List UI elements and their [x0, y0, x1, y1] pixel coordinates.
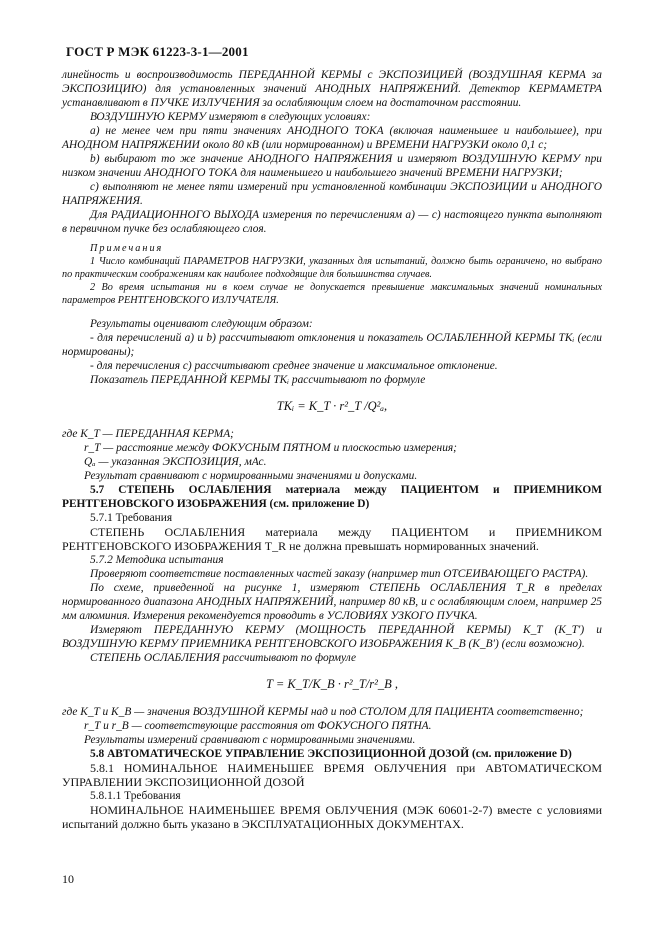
section-5-8-heading: 5.8 АВТОМАТИЧЕСКОЕ УПРАВЛЕНИЕ ЭКСПОЗИЦИОННОЙ ДОЗОЙ (см. приложение D) [90, 748, 572, 760]
list-item-c: с) выполняют не менее пяти измерений при установленной комбинации ЭКСПОЗИЦИИ и АНОДНОГО НАПРЯЖЕНИЯ. [62, 181, 602, 207]
intro-paragraph: линейность и воспроизводимость ПЕРЕДАННОЙ КЕРМЫ с ЭКСПОЗИЦИЕЙ (ВОЗДУШНАЯ КЕРМА за ЭКСПОЗИЦИЮ) для установленных значений АНОДНЫХ НАПРЯЖЕНИЙ. Детектор КЕРМАМЕТРА устанавливают в ПУЧКЕ ИЗЛУЧЕНИЯ за ослабляющим слоем на достаточном расстоянии. [62, 69, 602, 109]
results-formula-intro: Показатель ПЕРЕДАННОЙ КЕРМЫ TKᵢ рассчитывают по формуле [90, 374, 426, 386]
results-item-2: - для перечисления с) рассчитывают среднее значение и максимальное отклонение. [90, 360, 498, 372]
where-kt: где K_T — ПЕРЕДАННАЯ КЕРМА; [62, 428, 234, 440]
section-5-7-2-title: 5.7.2 Методика испытания [90, 554, 224, 566]
section-5-7-2-p2: По схеме, приведенной на рисунке 1, измеряют СТЕПЕНЬ ОСЛАБЛЕНИЯ T_R в пределах нормированного диапазона АНОДНЫХ НАПРЯЖЕНИЙ, например 80 кВ, и с ослабляющим слоем, например 25 мм алюминия. Измерения рекомендуется проводить в УСЛОВИЯХ УЗКОГО ПУЧКА. [62, 582, 602, 622]
where-rt-rb: r_T и r_B — соответствующие расстояния от ФОКУСНОГО ПЯТНА. [84, 720, 432, 732]
section-5-7-heading: 5.7 СТЕПЕНЬ ОСЛАБЛЕНИЯ материала между ПАЦИЕНТОМ и ПРИЕМНИКОМ РЕНТГЕНОВСКОГО ИЗОБРАЖЕНИЯ (см. приложение D) [62, 484, 602, 510]
page-number: 10 [62, 872, 74, 886]
section-5-8-1-title: 5.8.1 НОМИНАЛЬНОЕ НАИМЕНЬШЕЕ ВРЕМЯ ОБЛУЧЕНИЯ при АВТОМАТИЧЕСКОМ УПРАВЛЕНИИ ЭКСПОЗИЦИОННОЙ ДОЗОЙ [62, 761, 602, 789]
note-1: 1 Число комбинаций ПАРАМЕТРОВ НАГРУЗКИ, указанных для испытаний, должно быть ограничено, но выбрано по практическим соображениям как наиболее подходящие для большинства случаев. [62, 256, 602, 280]
list-item-b: b) выбирают то же значение АНОДНОГО НАПРЯЖЕНИЯ и измеряют ВОЗДУШНУЮ КЕРМУ при низком значении АНОДНОГО ТОКА для наименьшего и наибольшего значений ВРЕМЕНИ НАГРУЗКИ; [62, 153, 602, 179]
section-5-7-2-p4: СТЕПЕНЬ ОСЛАБЛЕНИЯ рассчитывают по формуле [90, 652, 357, 664]
formula-tk: TKᵢ = K_T · r²_T /Q²ₐ, [276, 399, 388, 413]
section-5-7-2-p3: Измеряют ПЕРЕДАННУЮ КЕРМУ (МОЩНОСТЬ ПЕРЕДАННОЙ КЕРМЫ) K_T (K_T′) и ВОЗДУШНУЮ КЕРМУ ПРИЕМНИКА РЕНТГЕНОВСКОГО ИЗОБРАЖЕНИЯ K_B (K_B′) (если возможно). [62, 624, 602, 650]
results-intro: Результаты оценивают следующим образом: [90, 318, 313, 330]
radiation-output-paragraph: Для РАДИАЦИОННОГО ВЫХОДА измерения по перечислениям а) — с) настоящего пункта выполняют в первичном пучке без ослабляющего слоя. [62, 209, 602, 235]
note-2: 2 Во время испытания ни в коем случае не допускается превышение максимальных значений номинальных параметров РЕНТГЕНОВСКОГО ИЗЛУЧАТЕЛЯ. [62, 282, 602, 306]
where-qa: Qₐ — указанная ЭКСПОЗИЦИЯ, мАс. [84, 456, 267, 468]
where-kt-kb: где K_T и K_B — значения ВОЗДУШНОЙ КЕРМЫ над и под СТОЛОМ ДЛЯ ПАЦИЕНТА соответственно; [62, 706, 584, 718]
results-item-1: - для перечислений а) и b) рассчитывают отклонения и показатель ОСЛАБЛЕННОЙ КЕРМЫ TKᵢ (если нормированы); [62, 332, 602, 358]
section-5-7-1-text: СТЕПЕНЬ ОСЛАБЛЕНИЯ материала между ПАЦИЕНТОМ и ПРИЕМНИКОМ РЕНТГЕНОВСКОГО ИЗОБРАЖЕНИЯ T_R не должна превышать нормированных значений. [62, 525, 602, 553]
list-item-a: а) не менее чем при пяти значениях АНОДНОГО ТОКА (включая наименьшее и наибольшее), при АНОДНОМ НАПРЯЖЕНИИ около 80 кВ (или нормированном) и ВРЕМЕНИ НАГРУЗКИ около 0,1 с; [62, 125, 602, 151]
section-5-7-2-p1: Проверяют соответствие поставленных частей заказу (например тип ОТСЕИВАЮЩЕГО РАСТРА). [90, 568, 589, 580]
formula-t: T = K_T/K_B · r²_T/r²_B , [265, 677, 399, 691]
where-results: Результаты измерений сравнивают с нормированными значениями. [84, 734, 416, 746]
where-rt: r_T — расстояние между ФОКУСНЫМ ПЯТНОМ и плоскостью измерения; [84, 442, 457, 454]
section-5-8-1-1-title: 5.8.1.1 Требования [90, 790, 181, 802]
document-header: ГОСТ Р МЭК 61223-3-1—2001 [66, 44, 249, 59]
intro-conditions: ВОЗДУШНУЮ КЕРМУ измеряют в следующих условиях: [90, 111, 371, 123]
section-5-8-1-1-text: НОМИНАЛЬНОЕ НАИМЕНЬШЕЕ ВРЕМЯ ОБЛУЧЕНИЯ (МЭК 60601-2-7) вместе с условиями испытаний должно быть указано в ЭКСПЛУАТАЦИОННЫХ ДОКУМЕНТАХ. [62, 803, 602, 831]
notes-title: Примечания [90, 243, 164, 254]
section-5-7-1-title: 5.7.1 Требования [90, 512, 173, 524]
where-compare: Результат сравнивают с нормированными значениями и допусками. [84, 470, 418, 482]
document-body [62, 68, 602, 831]
